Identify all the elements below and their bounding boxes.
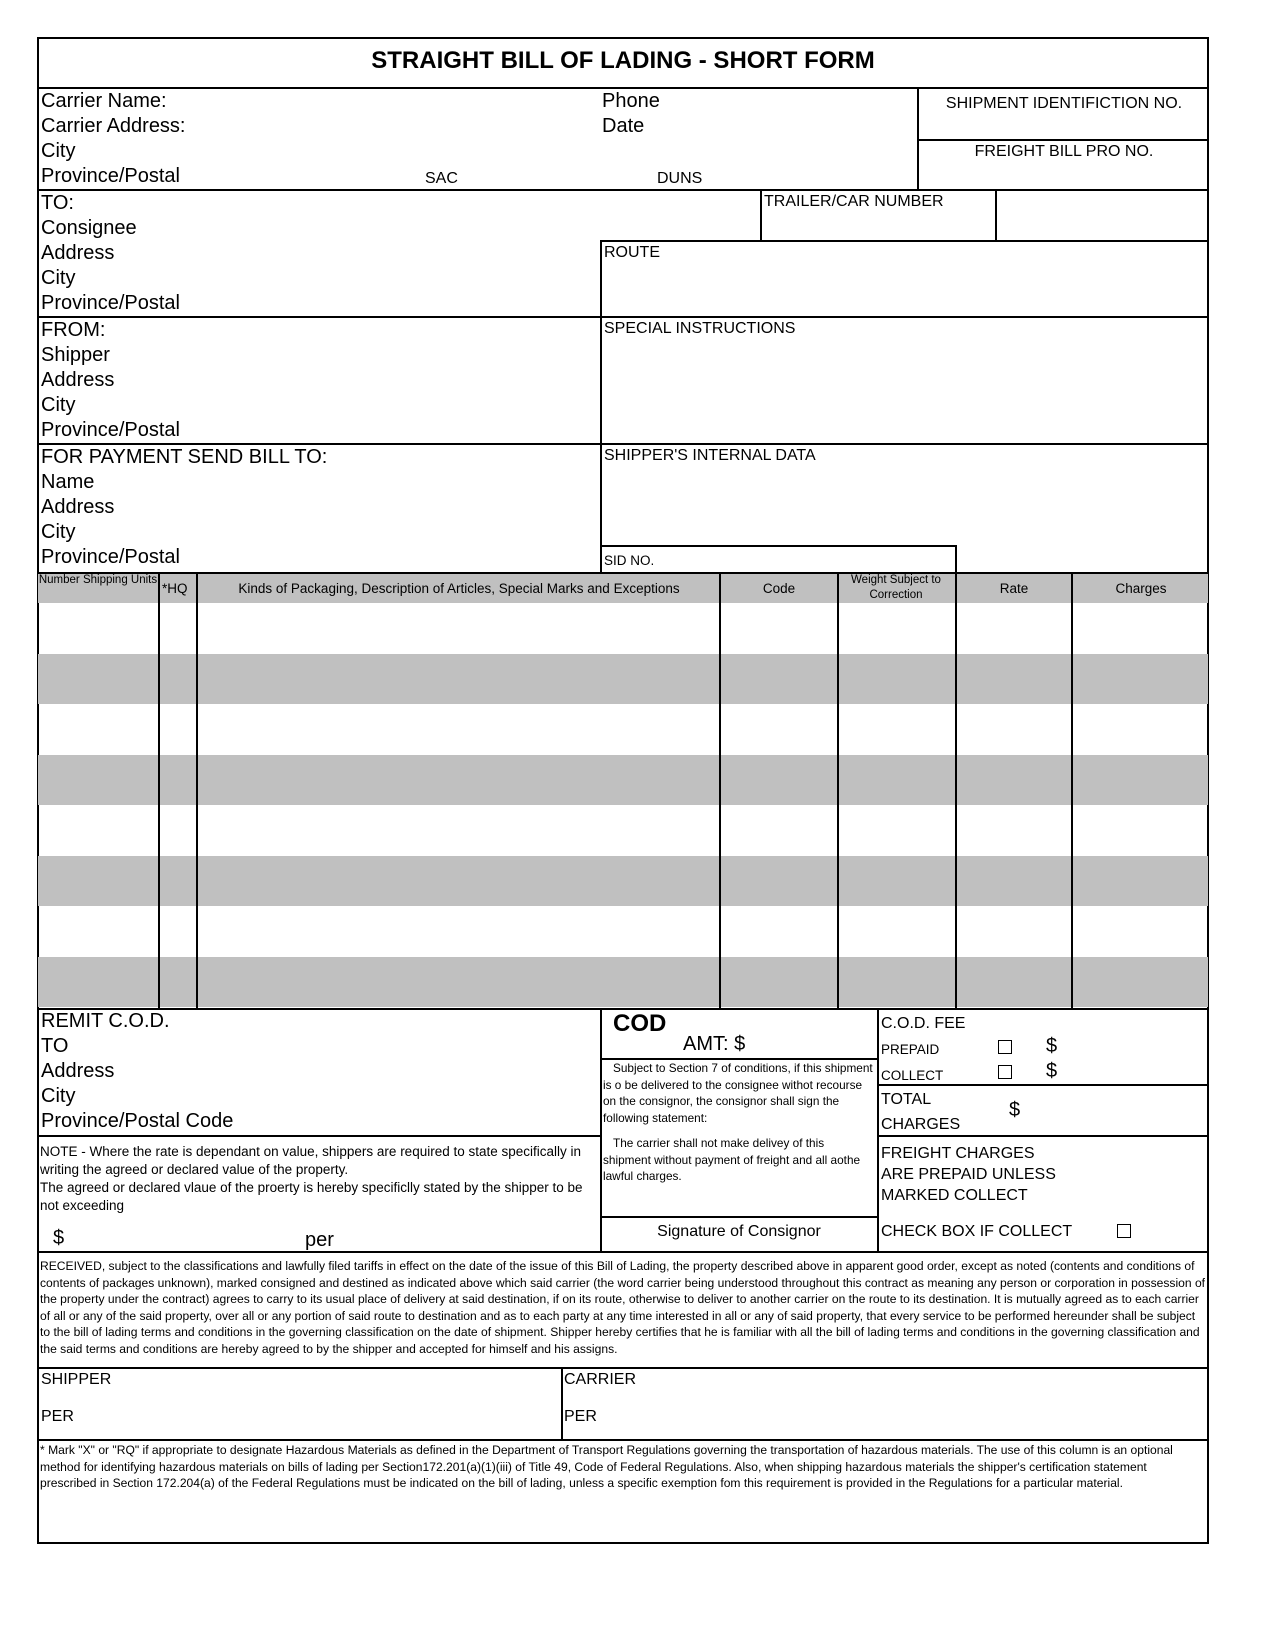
divider (561, 1367, 563, 1440)
carrier-per-label: PER (564, 1408, 597, 1425)
divider (37, 189, 1209, 191)
shipper-label: Shipper (41, 344, 110, 366)
carrier-city-label: City (41, 140, 76, 162)
value-per: per (305, 1229, 334, 1251)
consignee-city-label: City (41, 267, 76, 289)
freight-charges-line3: MARKED COLLECT (881, 1187, 1028, 1204)
col-header-code: Code (762, 581, 796, 596)
col-header-rate: Rate (999, 581, 1029, 596)
divider (760, 189, 762, 241)
freight-bill-label: FREIGHT BILL PRO NO. (974, 143, 1154, 160)
divider (917, 139, 1209, 141)
divider (601, 545, 956, 547)
note-rate-text: NOTE - Where the rate is dependant on value, shippers are required to state specifically in writing the agreed or declared value of the property. (40, 1144, 582, 1177)
shipment-id-label: SHIPMENT IDENTIFICTION NO. (945, 95, 1183, 112)
divider (877, 1084, 1209, 1086)
divider (955, 545, 957, 574)
carrier-province-label: Province/Postal (41, 165, 180, 187)
collect-checkbox[interactable] (998, 1065, 1012, 1079)
note-text (40, 1143, 600, 1215)
cod-amount-label: AMT: $ (683, 1033, 746, 1055)
consignee-label: Consignee (41, 217, 137, 239)
divider (601, 1216, 877, 1218)
check-if-collect-label: CHECK BOX IF COLLECT (881, 1223, 1073, 1240)
shipper-signature-label: SHIPPER (41, 1371, 112, 1388)
payment-name-label: Name (41, 471, 95, 493)
sid-label: SID NO. (604, 553, 655, 568)
consignee-province-label: Province/Postal (41, 292, 180, 314)
freight-charges-line1: FREIGHT CHARGES (881, 1145, 1035, 1162)
cod-title: COD (613, 1010, 667, 1037)
divider (600, 240, 602, 574)
divider (955, 572, 957, 1009)
divider (37, 316, 1209, 318)
remit-address-label: Address (41, 1060, 115, 1082)
carrier-phone-label: Phone (602, 90, 660, 112)
shipper-address-label: Address (41, 369, 115, 391)
note-value-text: The agreed or declared vlaue of the proerty is hereby specificlly stated by the shipper to be not exceeding (40, 1180, 583, 1213)
to-heading: TO: (41, 192, 74, 214)
divider (1071, 572, 1073, 1009)
carrier-date-label: Date (602, 115, 645, 137)
from-heading: FROM: (41, 319, 106, 341)
prepaid-dollar: $ (1046, 1035, 1058, 1057)
payment-city-label: City (41, 521, 76, 543)
col-header-charges: Charges (1115, 581, 1167, 596)
remit-province-label: Province/Postal Code (41, 1110, 234, 1132)
divider (719, 572, 721, 1009)
col-header-description: Kinds of Packaging, Description of Articles, Special Marks and Exceptions (238, 581, 680, 596)
divider (877, 1135, 1209, 1137)
divider (837, 572, 839, 1009)
col-header-hq: *HQ (162, 581, 188, 596)
consignor-signature-label: Signature of Consignor (657, 1223, 821, 1240)
cod-carrier-statement: The carrier shall not make delivey of this shipment without payment of freight and all aothe lawful charges. (603, 1136, 861, 1183)
shipper-per-label: PER (41, 1408, 74, 1425)
total-label: TOTAL (881, 1091, 932, 1108)
payment-address-label: Address (41, 496, 115, 518)
collect-label: COLLECT (881, 1068, 944, 1083)
divider (37, 1367, 1209, 1369)
route-label: ROUTE (604, 244, 660, 261)
divider (37, 1439, 1209, 1441)
remit-city-label: City (41, 1085, 76, 1107)
divider (196, 572, 198, 1009)
payment-province-label: Province/Postal (41, 546, 180, 568)
col-header-weight: Weight Subject to Correction (851, 574, 941, 601)
freight-charges-line2: ARE PREPAID UNLESS (881, 1166, 1056, 1183)
divider (601, 240, 1209, 242)
received-terms: RECEIVED, subject to the classifications and lawfully filed tariffs in effect on the date of the issue of this Bill of Lading, the property described above in apparent good order, except as noted (contents and conditions of contents of packages unknown), marked consigned and destined as indicated above which said carrier (the word carrier being understood throughout this contract as meaning any person or corporation in possession of the property under the contract) agrees to carry to its usual place of delivery at said destination, if on its route, otherwise to deliver to another carrier on the route to its destination. It is mutually agreed as to each carrier of all or any of the said property, over all or any portion of said route to destination and as to each party at any time interested in all or any of said property, that every service to be performed hereunder shall be subject to the bill of lading terms and conditions in the governing classification on the date of shipment. Shipper hereby certifies that he is familiar with all the bill of lading terms and conditions in the governing classification and the said terms and conditions are hereby agreed to by the shipper and accepted for himself and his assigns. (40, 1259, 1206, 1356)
prepaid-checkbox[interactable] (998, 1040, 1012, 1054)
table-row-shaded (38, 957, 1208, 1007)
sac-label: SAC (425, 170, 458, 187)
cod-statement: Subject to Section 7 of conditions, if this shipment is o be delivered to the consignee withot recourse on the consignor, the consignor shall sign the following statement: (603, 1061, 873, 1125)
table-row-shaded (38, 856, 1208, 906)
payment-heading: FOR PAYMENT SEND BILL TO: (41, 446, 328, 468)
col-header-units: Number Shipping Units (38, 574, 158, 586)
table-row-shaded (38, 654, 1208, 704)
collect-freight-checkbox[interactable] (1117, 1224, 1131, 1238)
divider (37, 1135, 601, 1137)
divider (995, 189, 997, 241)
collect-dollar: $ (1046, 1060, 1058, 1082)
hazmat-footnote: * Mark "X" or "RQ" if appropriate to designate Hazardous Materials as defined in the Department of Transport Regulations governing the transportation of hazardous materials. The use of this column is an optional method for identifying hazardous materials on bills of lading per Section172.201(a)(1)(iii) of Title 49, Code of Federal Regulations. Also, when shipping hazardous materials the shipper's certification statement prescribed in Section 172.204(a) of the Federal Regulations must be indicated on the bill of lading, unless a specific exemption fom this requirement is provided in the Regulations for a particular material. (40, 1443, 1173, 1490)
table-row-shaded (38, 755, 1208, 805)
divider (877, 1008, 879, 1252)
cod-fee-label: C.O.D. FEE (881, 1015, 966, 1032)
divider (37, 1251, 1209, 1253)
charges-label: CHARGES (881, 1116, 961, 1133)
total-dollar: $ (1009, 1099, 1021, 1121)
remit-to-label: TO (41, 1035, 69, 1057)
value-dollar: $ (53, 1227, 65, 1249)
shipper-province-label: Province/Postal (41, 419, 180, 441)
trailer-label: TRAILER/CAR NUMBER (764, 193, 944, 210)
prepaid-label: PREPAID (881, 1042, 940, 1057)
consignee-address-label: Address (41, 242, 115, 264)
carrier-address-label: Carrier Address: (41, 115, 186, 137)
divider (158, 572, 160, 1009)
form-title: STRAIGHT BILL OF LADING - SHORT FORM (371, 47, 875, 74)
shipper-city-label: City (41, 394, 76, 416)
remit-cod-label: REMIT C.O.D. (41, 1010, 170, 1032)
special-instructions-label: SPECIAL INSTRUCTIONS (604, 320, 796, 337)
carrier-name-label: Carrier Name: (41, 90, 167, 112)
duns-label: DUNS (657, 170, 703, 187)
internal-data-label: SHIPPER'S INTERNAL DATA (604, 447, 816, 464)
carrier-signature-label: CARRIER (564, 1371, 637, 1388)
